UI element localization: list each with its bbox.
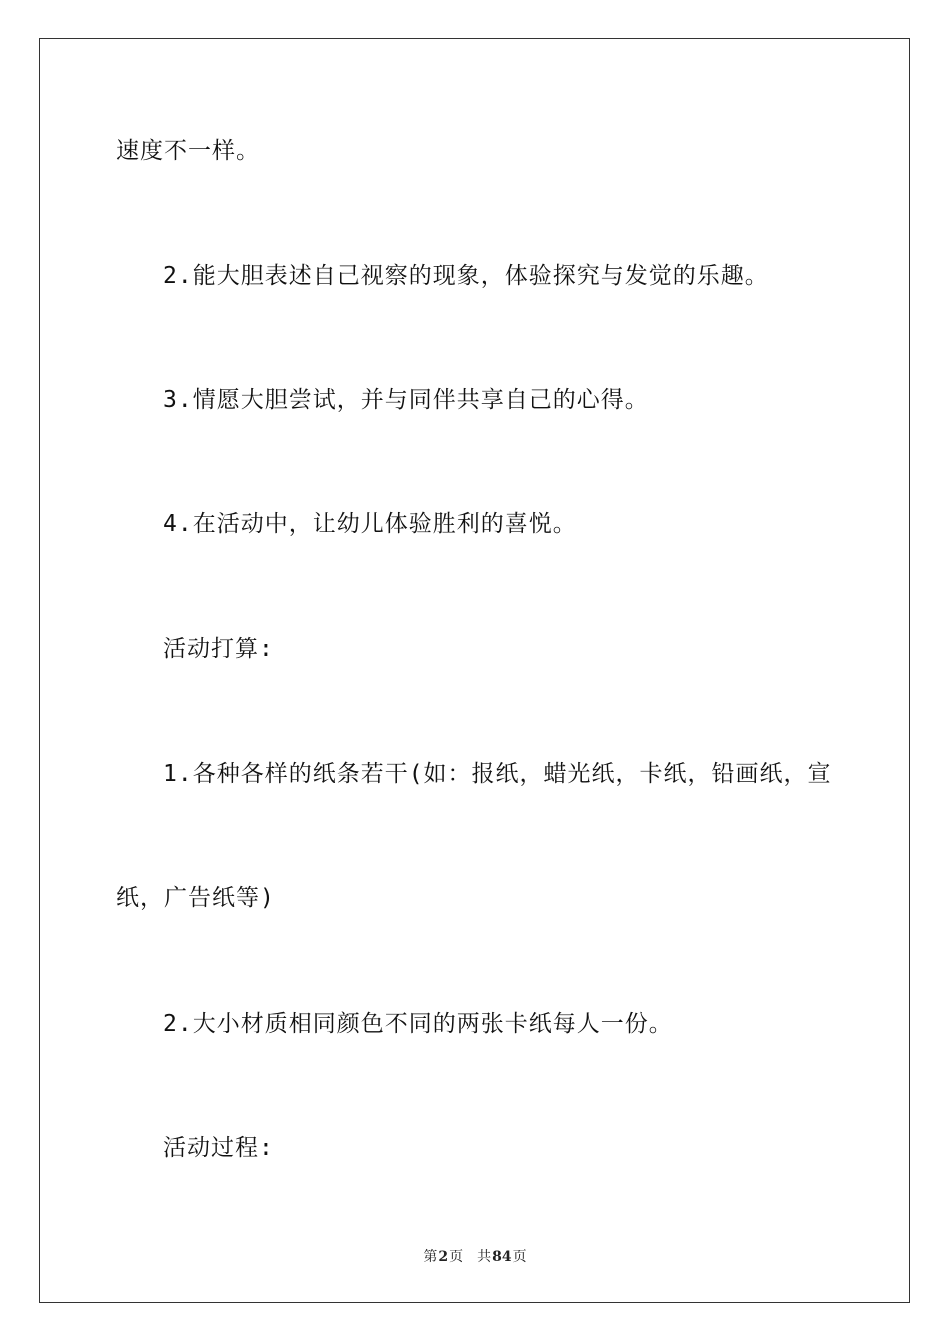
page-prefix: 第 [423,1249,438,1265]
page-number: 2 [438,1249,449,1265]
text-line-8: 2.大小材质相同颜色不同的两张卡纸每人一份。 [163,1011,673,1037]
page-suffix: 页 [449,1249,464,1265]
text-line-2: 2.能大胆表述自己视察的现象，体验探究与发觉的乐趣。 [163,263,769,289]
text-line-1: 速度不一样。 [116,138,260,164]
total-suffix: 页 [512,1249,527,1265]
page-footer [0,1248,950,1266]
text-line-7: 纸，广告纸等) [116,885,275,911]
text-line-3: 3.情愿大胆尝试，并与同伴共享自己的心得。 [163,387,649,413]
total-pages: 84 [492,1249,512,1265]
total-prefix: 共 [477,1249,492,1265]
section-heading-process: 活动过程: [163,1135,274,1161]
page-border [39,38,910,1303]
section-heading-preparation: 活动打算: [163,636,274,662]
text-line-4: 4.在活动中，让幼儿体验胜利的喜悦。 [163,511,577,537]
text-line-6: 1.各种各样的纸条若干(如：报纸，蜡光纸，卡纸，铅画纸，宣 [163,761,832,787]
